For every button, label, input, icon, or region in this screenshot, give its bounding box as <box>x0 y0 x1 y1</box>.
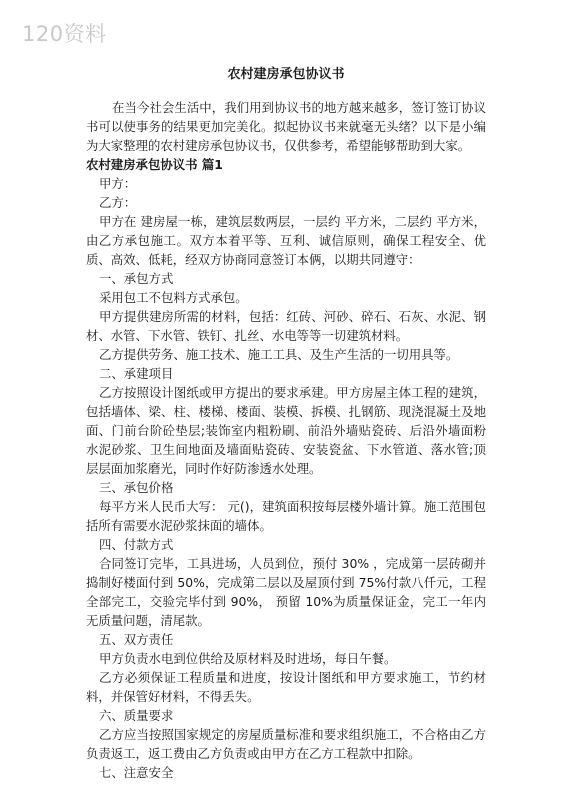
clause-heading-5: 五、双方责任 <box>99 632 174 647</box>
party-a-line: 甲方： <box>99 176 137 191</box>
clause-heading-3: 三、承包价格 <box>99 480 174 495</box>
section-heading: 农村建房承包协议书 篇1 <box>86 157 223 172</box>
document-title: 农村建房承包协议书 <box>227 67 345 82</box>
party-b-line: 乙方： <box>99 195 137 210</box>
document-body <box>86 66 486 782</box>
clause-heading-2: 二、承建项目 <box>99 366 174 381</box>
clause-heading-4: 四、付款方式 <box>99 537 174 552</box>
clause-paragraph: 甲方提供建房所需的材料，包括：红砖、河砂、碎石、石灰、水泥、钢材、水管、下水管、铁钉、扎丝、水电等等一切建筑材料。 <box>86 309 486 343</box>
clause-paragraph: 乙方必须保证工程质量和进度，按设计图纸和甲方要求施工，节约材料，并保管好材料，不得丢失。 <box>86 670 486 704</box>
clause-paragraph: 乙方按照设计图纸或甲方提出的要求承建。甲方房屋主体工程的建筑，包括墙体、梁、柱、楼梯、楼面、装模、拆模、扎钢筋、现浇混凝土及地面、门前台阶砼垫层;装饰室内粗粉刷、前沿外墙贴瓷砖、后沿外墙面粉水泥砂浆、卫生间地面及墙面贴瓷砖、安装瓷盆、下水管道、落水管;顶层层面加浆磨光，同时作好防渗透水处理。 <box>86 385 486 476</box>
clause-heading-7: 七、注意安全 <box>99 765 174 780</box>
watermark-logo: 120资料 <box>22 22 107 46</box>
intro-paragraph: 在当今社会生活中，我们用到协议书的地方越来越多，签订签订协议书可以使事务的结果更加完美化。拟起协议书来就毫无头绪？以下是小编为大家整理的农村建房承包协议书，仅供参考，希望能够帮助到大家。 <box>86 100 486 153</box>
clause-paragraph: 甲方负责水电到位供给及原材料及时进场，每日午餐。 <box>99 651 397 666</box>
clause-heading-1: 一、承包方式 <box>99 271 174 286</box>
clause-heading-6: 六、质量要求 <box>99 708 174 723</box>
clause-paragraph: 采用包工不包料方式承包。 <box>99 290 248 305</box>
clause-paragraph: 每平方米人民币大写： 元()，建筑面积按每层楼外墙计算。施工范围包括所有需要水泥砂浆抹面的墙体。 <box>86 499 486 533</box>
clause-paragraph: 合同签订完毕，工具进场，人员到位，预付 30% ，完成第一层砖砌并捣制好楼面付到 50%，完成第二层以及屋顶付到 75%付款八仟元，工程全部完工，交验完毕付到 90%， 预留 10%为质量保证金，完工一年内无质量问题，清尾款。 <box>86 556 486 628</box>
clause-paragraph: 乙方提供劳务、施工技术、施工工具、及生产生活的一切用具等。 <box>99 347 459 362</box>
clause-paragraph: 乙方应当按照国家规定的房屋质量标准和要求组织施工，不合格由乙方负责返工，返工费由乙方负责或由甲方在乙方工程款中扣除。 <box>86 727 486 761</box>
preamble-paragraph: 甲方在 建房屋一栋，建筑层数两层，一层约 平方米，二层约 平方米，由乙方承包施工。双方本着平等、互利、诚信原则，确保工程安全、优质、高效、低耗，经双方协商同意签订本俩，以期共同遵守： <box>86 214 486 267</box>
